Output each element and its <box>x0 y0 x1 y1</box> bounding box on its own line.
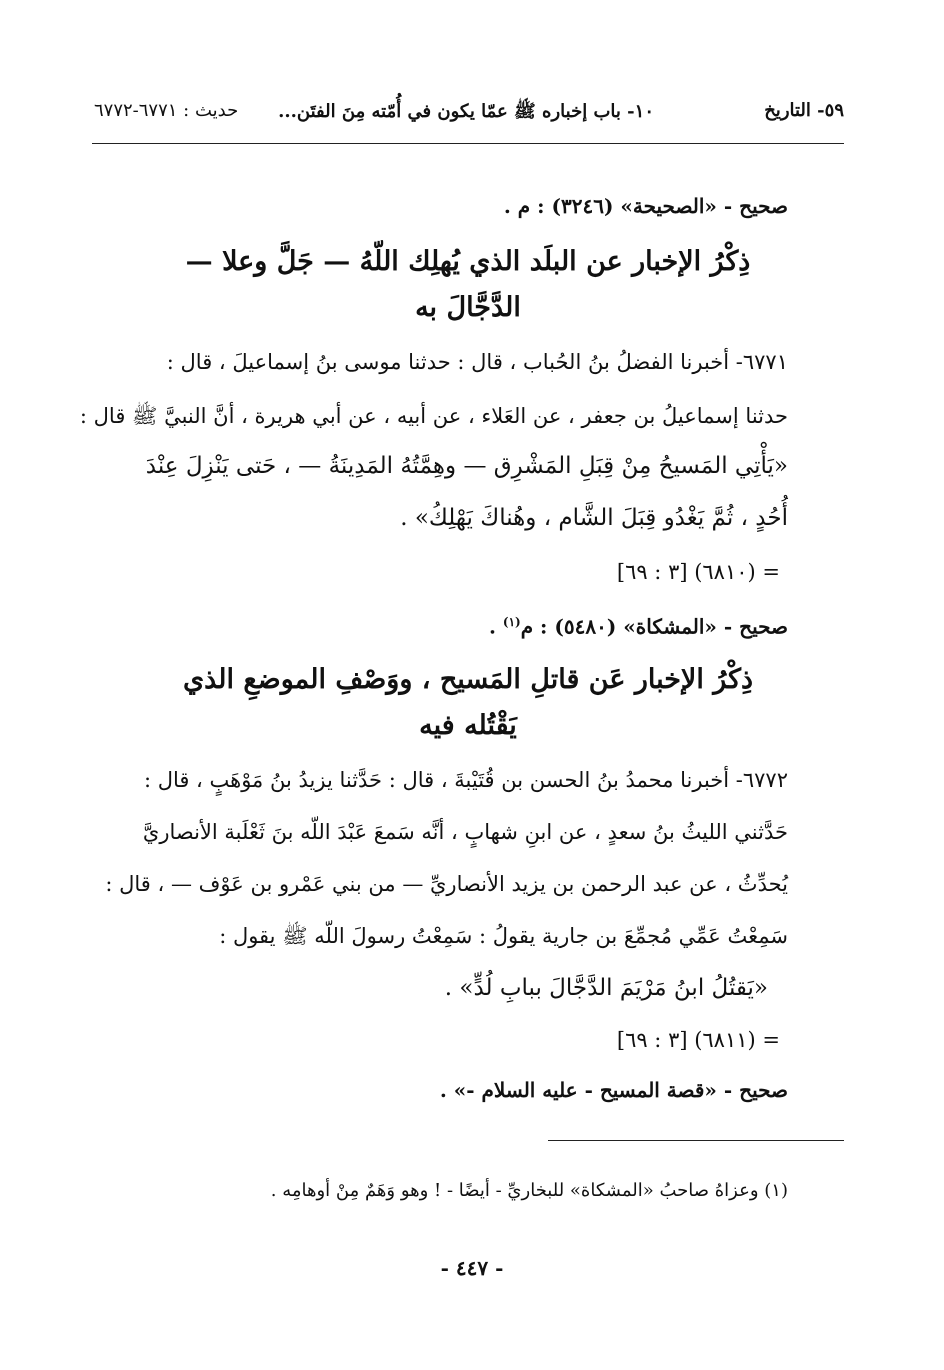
hadith-text-line: ٦٧٧٢- أخبرنا محمدُ بنُ الحسن بن قُتَيْبةَ ، قال : حَدَّثنا يزيدُ بنُ مَوْهَبٍ ، قال : <box>143 768 788 792</box>
cross-reference: = (٦٨١٠) [٣ : ٦٩] <box>616 560 780 584</box>
verdict-text: صحيح - «المشكاة» (٥٤٨٠) : م <box>520 614 788 639</box>
header-rule <box>92 143 844 144</box>
footnote-rule <box>548 1140 844 1141</box>
hadith-text-line: يُحدِّثُ ، عن عبد الرحمن بن يزيد الأنصاريِّ — من بني عَمْرو بن عَوْف — ، قال : <box>105 872 788 896</box>
header-section: ١٠- باب إخباره ﷺ عمّا يكون في أُمّته مِنَ الفتَن... <box>278 101 654 122</box>
hadith-matn-line: أُحُدٍ ، ثُمَّ يَغْدُو قِبَلَ الشَّام ، وهُناكَ يَهْلِكُ» . <box>400 505 788 531</box>
footnote-marker: (١) <box>502 615 521 629</box>
hadith-text-line: حَدَّثني الليثُ بنُ سعدٍ ، عن ابنِ شهابٍ ، أنَّه سَمعَ عَبْدَ اللّه بنَ ثَعْلَبة الأنصاريَّ <box>142 820 788 844</box>
section-heading: ذِكْرُ الإخبار عَن قاتلِ المَسيح ، ووَصْفِ الموضعِ الذي <box>182 664 754 695</box>
hadith-text-line: حدثنا إسماعيلُ بن جعفر ، عن العَلاء ، عن أبيه ، عن أبي هريرة ، أنَّ النبيَّ ﷺ قال : <box>79 404 788 428</box>
hadith-matn-line: «يَأْتِي المَسيحُ مِنْ قِبَلِ المَشْرِق — وهِمَّتُهُ المَدِينَةُ — ، حَتى يَنْزِلَ عِنْدَ <box>145 453 788 479</box>
section-heading-cont: الدَّجَّالَ به <box>415 292 521 323</box>
section-heading: ذِكْرُ الإخبار عن البلَد الذي يُهلِك اللّهُ — جَلَّ وعلا — <box>185 246 751 277</box>
hadith-text-line: سَمِعْتُ عَمِّي مُجمِّعَ بن جارية يقولُ : سَمِعْتُ رسولَ اللّه ﷺ يقول : <box>219 924 788 948</box>
page-number: - ٤٤٧ - <box>440 1256 504 1280</box>
verdict-line: صحيح - «الصحيحة» (٣٢٤٦) : م . <box>503 194 788 218</box>
verdict-line: صحيح - «قصة المسيح - عليه السلام -» . <box>439 1078 788 1102</box>
hadith-matn-line: «يَقتُلُ ابنُ مَرْيَمَ الدَّجَّالَ ببابِ لُدٍّ» . <box>444 975 768 1001</box>
footnote: (١) وعزاهُ صاحبُ «المشكاة» للبخاريِّ - أيضًا - ! وهو وَهَمٌ مِنْ أوهامِه . <box>270 1180 788 1201</box>
cross-reference: = (٦٨١١) [٣ : ٦٩] <box>616 1028 780 1052</box>
section-heading-cont: يَقْتُله فيه <box>419 710 517 741</box>
header-hadith-range: حديث : ٦٧٧١-٦٧٧٢ <box>94 100 239 121</box>
hadith-text-line: ٦٧٧١- أخبرنا الفضلُ بنُ الحُباب ، قال : حدثنا موسى بنُ إسماعيلَ ، قال : <box>166 350 788 374</box>
verdict-line: صحيح - «المشكاة» (٥٤٨٠) : م$^{(١)}$ . <box>488 614 788 639</box>
header-chapter: ٥٩- التاريخ <box>764 100 844 121</box>
